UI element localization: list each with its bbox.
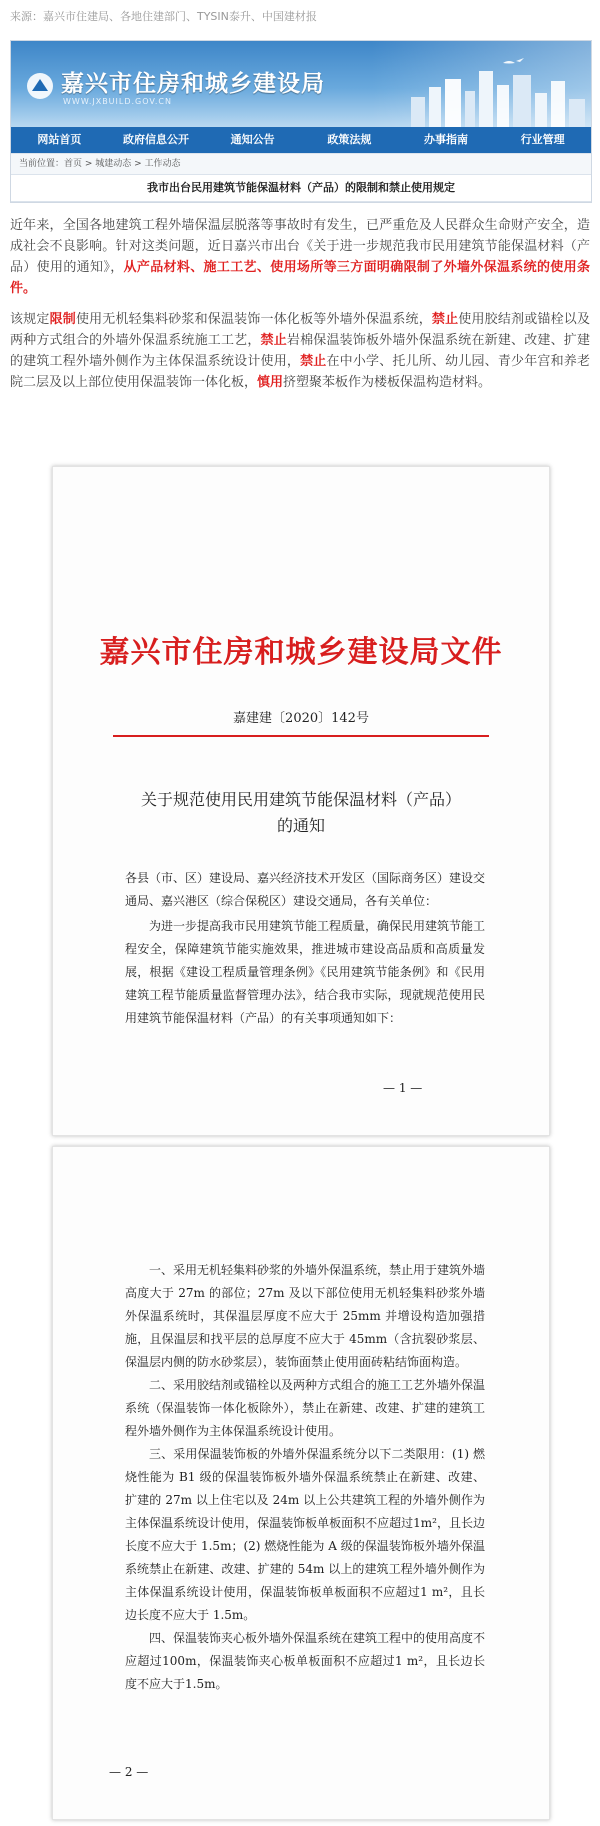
nav-guide[interactable]: 办事指南 xyxy=(424,133,469,146)
source-line: 来源：嘉兴市住建局、各地住建部门、TYSIN泰升、中国建材报 xyxy=(10,10,317,23)
nav-gov-info[interactable]: 政府信息公开 xyxy=(123,133,189,146)
document-title-line2: 的通知 xyxy=(276,816,325,835)
document-item: 四、保温装饰夹心板外墙外保温系统在建筑工程中的使用高度不应超过100m，保温装饰夹心板单板面积不应超过1 m²，且长边长度不应大于1.5m。 xyxy=(125,1631,486,1691)
intro-paragraph: 近年来，全国各地建筑工程外墙保温层脱落等事故时有发生，已严重危及人民群众生命财产安全，造成社会不良影响。针对这类问题，近日嘉兴市出台《关于进一步规范我市民用建筑节能保温材料（产品）使用的通知》，从产品材料、施工工艺、使用场所等三方面明确限制了外墙外保温系统的使用条件。 xyxy=(10,218,590,296)
document-header: 嘉兴市住房和城乡建设局文件 xyxy=(99,635,503,670)
page-number: — 1 — xyxy=(383,1081,423,1095)
document-items xyxy=(125,1259,485,1696)
document-red-rule xyxy=(113,735,489,737)
document-title-line1: 关于规范使用民用建筑节能保温材料（产品） xyxy=(140,790,461,809)
document-page-1 xyxy=(52,466,550,1136)
nav-notices[interactable]: 通知公告 xyxy=(230,133,275,146)
site-logo-icon xyxy=(25,71,55,101)
highlight-text: 从产品材料、施工工艺、使用场所等三方面明确限制了外墙外保温系统的使用条件。 xyxy=(10,260,590,296)
document-body: 为进一步提高我市民用建筑节能工程质量，确保民用建筑节能工程安全，保障建筑节能实施效果，推进城市建设高品质和高质量发展，根据《建设工程质量管理条例》《民用建筑节能条例》和《民用建筑工程节能质量监督管理办法》，结合我市实际，现就规范使用民用建筑节能保温材料（产品）的有关事项通知如下： xyxy=(125,919,486,1025)
nav-home[interactable]: 网站首页 xyxy=(37,133,82,146)
document-item: 一、采用无机轻集料砂浆的外墙外保温系统，禁止用于建筑外墙高度大于 27m 的部位；27m 及以下部位使用无机轻集料砂浆外墙外保温系统时，其保温层厚度不应大于 25mm 并增设构造加强措施，且保温层和找平层的总厚度不应大于 45mm（含抗裂砂浆层、保温层内侧的防水砂浆层），装饰面禁止使用面砖粘结饰面构造。 xyxy=(125,1263,486,1369)
nav-industry[interactable]: 行业管理 xyxy=(520,133,565,146)
document-item: 二、采用胶结剂或锚栓以及两种方式组合的施工工艺外墙外保温系统（保温装饰一体化板除外），禁止在新建、改建、扩建的建筑工程外墙外侧作为主体保温系统设计使用。 xyxy=(125,1378,486,1438)
main-nav xyxy=(11,127,591,153)
breadcrumb: 当前位置：首页 > 城建动态 > 工作动态 xyxy=(11,153,591,174)
site-url: WWW.JXBUILD.GOV.CN xyxy=(63,97,172,106)
nav-policies[interactable]: 政策法规 xyxy=(327,133,372,146)
site-title: 嘉兴市住房和城乡建设局 xyxy=(61,71,325,97)
document-page-2 xyxy=(52,1146,550,1820)
site-screenshot xyxy=(10,40,592,203)
document-addressees: 各县（市、区）建设局、嘉兴经济技术开发区（国际商务区）建设交通局、嘉兴港区（综合保税区）建设交通局，各有关单位： xyxy=(125,871,486,908)
page-number: — 2 — xyxy=(109,1765,149,1779)
document-number: 嘉建建〔2020〕142号 xyxy=(233,711,369,726)
rules-paragraph: 该规定限制使用无机轻集料砂浆和保温装饰一体化板等外墙外保温系统，禁止使用胶结剂或锚栓以及两种方式组合的外墙外保温系统施工工艺，禁止岩棉保温装饰板外墙外保温系统在新建、改建、扩建的建筑工程外墙外侧作为主体保温系统设计使用，禁止在中小学、托儿所、幼儿园、青少年宫和养老院二层及以上部位使用保温装饰一体化板，慎用挤塑聚苯板作为楼板保温构造材料。 xyxy=(10,312,590,390)
article-title: 我市出台民用建筑节能保温材料（产品）的限制和禁止使用规定 xyxy=(11,174,591,202)
skyline-icon xyxy=(391,57,591,127)
site-banner xyxy=(11,41,591,127)
document-item: 三、采用保温装饰板的外墙外保温系统分以下二类限用：(1) 燃烧性能为 B1 级的保温装饰板外墙外保温系统禁止在新建、改建、扩建的 27m 以上住宅以及 24m 以上公共建筑工程的外墙外侧作为主体保温系统设计使用，保温装饰板单板面积不应超过1m²，且长边长度不应大于 1.5m；(2) 燃烧性能为 A 级的保温装饰板外墙外保温系统禁止在新建、改建、扩建的 54m 以上的建筑工程外墙外侧作为主体保温系统设计使用，保温装饰板单板面积不应超过1 m²，且长边长度不应大于 1.5m。 xyxy=(125,1447,485,1622)
